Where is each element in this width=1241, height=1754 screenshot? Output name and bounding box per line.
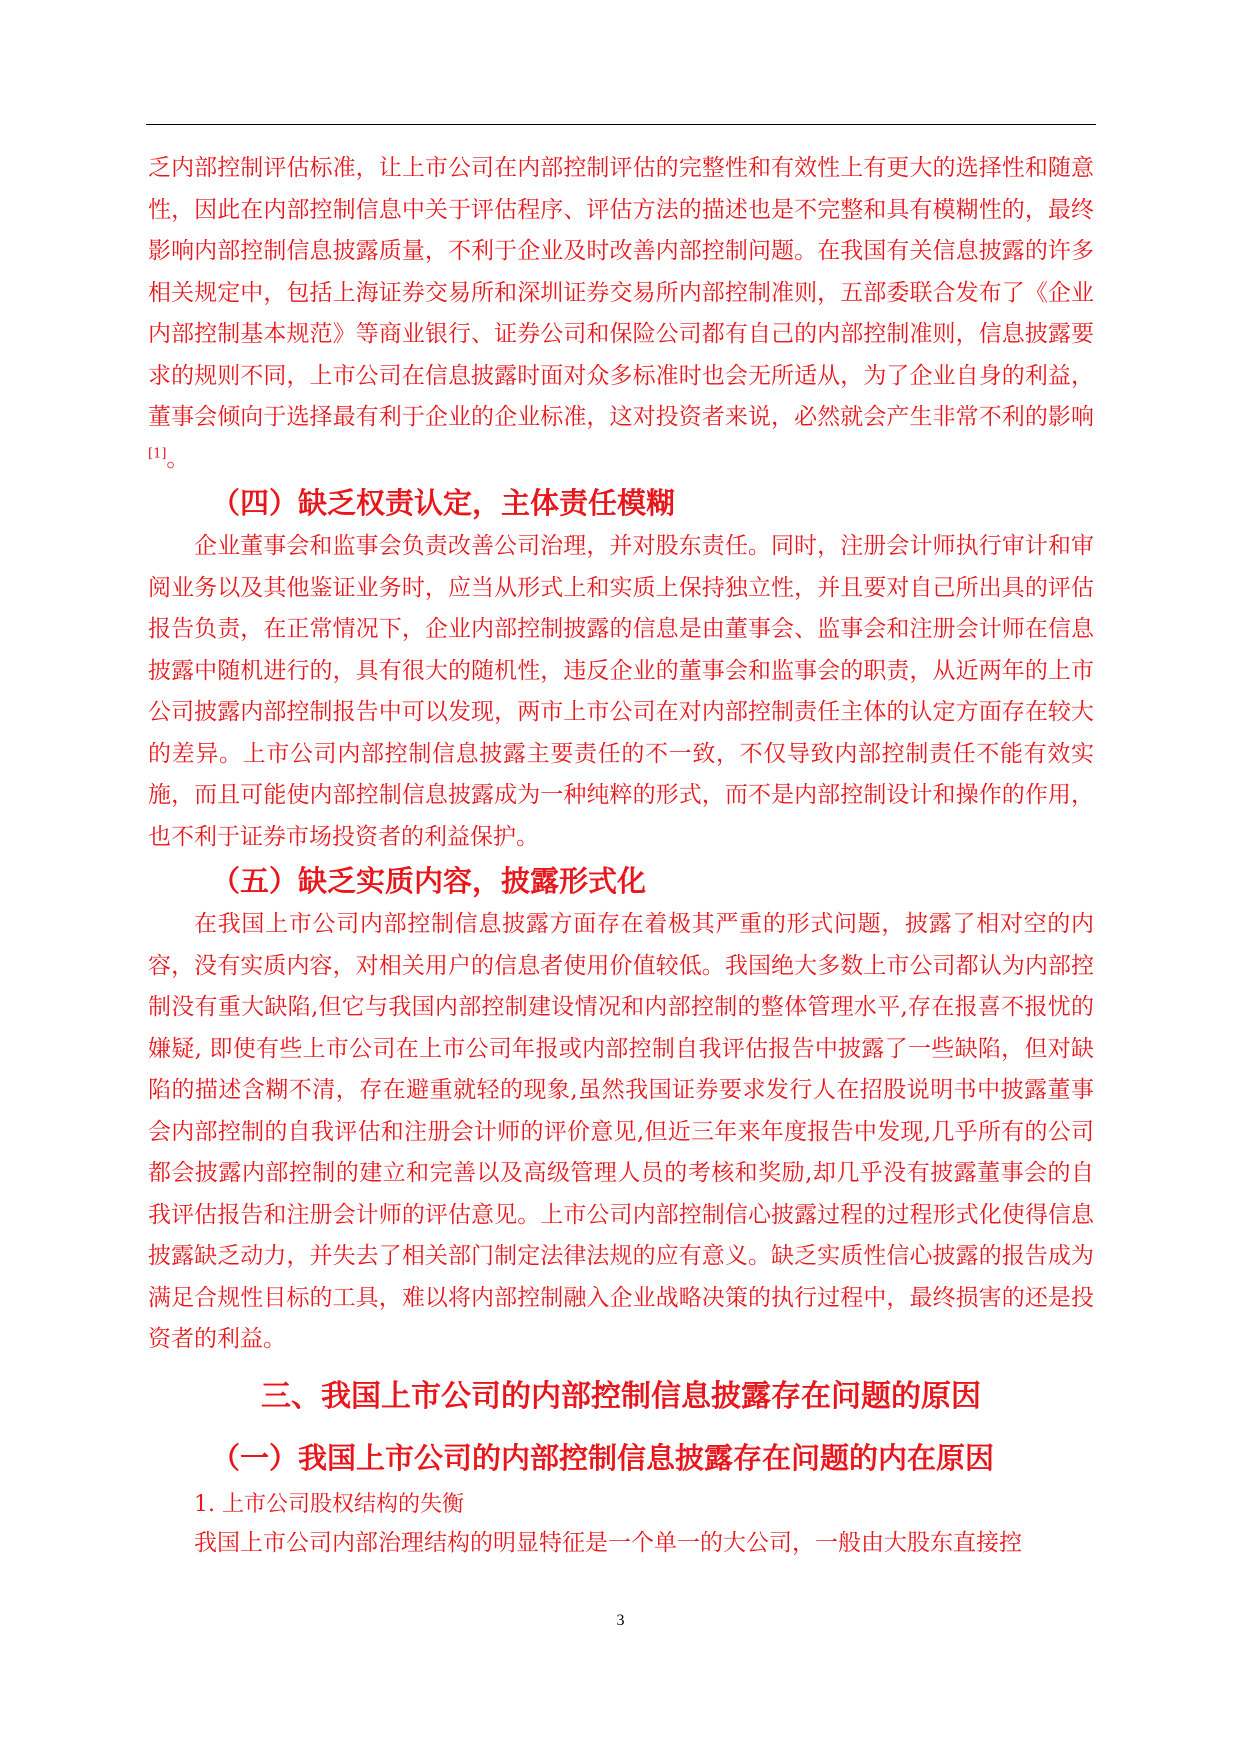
paragraph-governance: 我国上市公司内部治理结构的明显特征是一个单一的大公司，一般由大股东直接控 (194, 1529, 1022, 1556)
paragraph-standards: 乏内部控制评估标准，让上市公司在内部控制评估的完整性和有效性上有更大的选择性和随意性，因此在内部控制信息中关于评估程序、评估方法的描述也是不完整和具有模糊性的，最终影响内部控制信息披露质量，不利于企业及时改善内部控制问题。在我国有关信息披露的许多相关规定中，包括上海证券交易所和深圳证券交易所内部控制准则，五部委联合发布了《企业内部控制基本规范》等商业银行、证券公司和保险公司都有自己的内部控制准则，信息披露要求的规则不同，上市公司在信息披露时面对众多标准时也会无所适从，为了企业自身的利益，董事会倾向于选择最有利于企业的企业标准，这对投资者来说，必然就会产生非常不利的影响[1]。 (148, 155, 1094, 472)
header-rule (146, 124, 1096, 125)
heading-subsection-1: （一）我国上市公司的内部控制信息披露存在问题的内在原因 (211, 1440, 995, 1475)
heading-chapter-3: 三、我国上市公司的内部控制信息披露存在问题的原因 (261, 1378, 981, 1414)
list-item-ownership: 1. 上市公司股权结构的失衡 (194, 1491, 464, 1517)
page-content (148, 148, 1094, 1564)
paragraph-responsibility: 企业董事会和监事会负责改善公司治理，并对股东责任。同时，注册会计师执行审计和审阅业务以及其他鉴证业务时，应当从形式上和实质上保持独立性，并且要对自己所出具的评估报告负责，在正常情况下，企业内部控制披露的信息是由董事会、监事会和注册会计师在信息披露中随机进行的，具有很大的随机性，违反企业的董事会和监事会的职责，从近两年的上市公司披露内部控制报告中可以发现，两市上市公司在对内部控制责任主体的认定方面存在较大的差异。上市公司内部控制信息披露主要责任的不一致，不仅导致内部控制责任不能有效实施，而且可能使内部控制信息披露成为一种纯粹的形式，而不是内部控制设计和操作的作用，也不利于证券市场投资者的利益保护。 (148, 533, 1094, 850)
citation-marker: [1] (148, 445, 167, 461)
page-number: 3 (616, 1612, 625, 1629)
heading-section-5: （五）缺乏实质内容，披露形式化 (211, 864, 647, 898)
paragraph-formalism: 在我国上市公司内部控制信息披露方面存在着极其严重的形式问题，披露了相对空的内容，没有实质内容，对相关用户的信息者使用价值较低。我国绝大多数上市公司都认为内部控制没有重大缺陷,但它与我国内部控制建设情况和内部控制的整体管理水平,存在报喜不报忧的嫌疑, 即使有些上市公司在上市公司年报或内部控制自我评估报告中披露了一些缺陷，但对缺陷的描述含糊不清，存在避重就轻的现象,虽然我国证券要求发行人在招股说明书中披露董事会内部控制的自我评估和注册会计师的评价意见,但近三年来年度报告中发现,几乎所有的公司都会披露内部控制的建立和完善以及高级管理人员的考核和奖励,却几乎没有披露董事会的自我评估报告和注册会计师的评估意见。上市公司内部控制信心披露过程的过程形式化使得信息披露缺乏动力，并失去了相关部门制定法律法规的应有意义。缺乏实质性信心披露的报告成为满足合规性目标的工具，难以将内部控制融入企业战略决策的执行过程中，最终损害的还是投资者的利益。 (148, 911, 1094, 1352)
heading-section-4: （四）缺乏权责认定，主体责任模糊 (211, 486, 676, 520)
